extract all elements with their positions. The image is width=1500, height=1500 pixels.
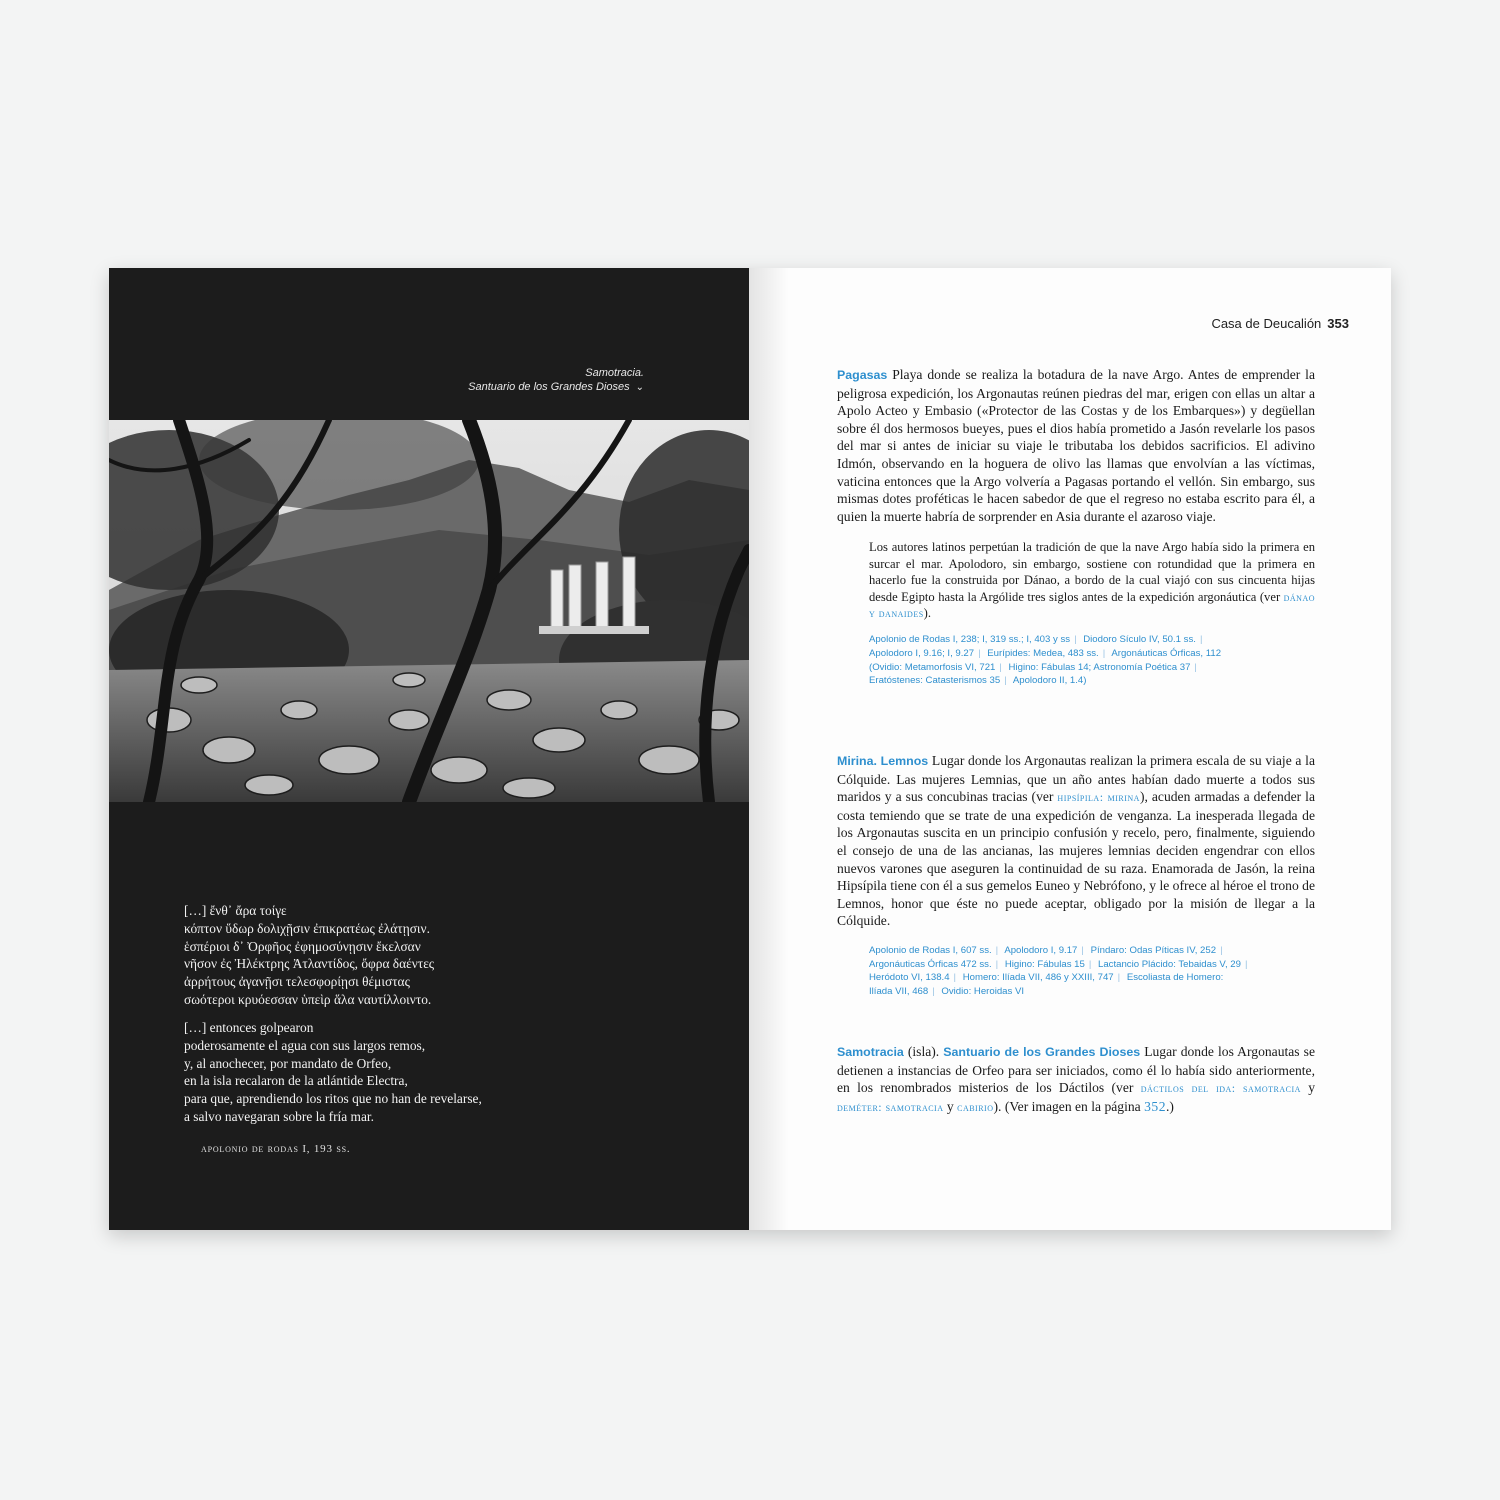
photo-caption	[468, 366, 644, 395]
entry-term: Mirina. Lemnos	[837, 754, 929, 768]
references-list: Apolonio de Rodas I, 607 ss. | Apolodoro I, 9.17 | Píndaro: Odas Píticas IV, 252 | Argonáuticas Órficas 472 ss. | Higino: Fábulas 15 | Lactancio Plácido: Tebaidas V, 29 | Heródoto VI, 138.4 | Homero: Ilíada VII, 486 y XXIII, 747 | Escoliasta de Homero: Ilíada VII, 468 | Ovidio: Heroidas VI	[869, 944, 1248, 997]
page-reference-link[interactable]: 352	[1144, 1098, 1166, 1114]
left-page	[109, 268, 749, 1230]
running-head	[1211, 316, 1349, 331]
reference: Apolonio de Rodas I, 607 ss.	[869, 944, 992, 956]
reference: Apolonio de Rodas I, 238; I, 319 ss.; I, 403 y ss	[869, 634, 1071, 646]
reference: Heródoto VI, 138.4	[869, 972, 950, 984]
entry-note: Los autores latinos perpetúan la tradición de que la nave Argo había sido la primera en surcar el mar. Apolodoro, sin embargo, sostiene con rotundidad que la primera en hacerlo fue la construida por Dánao, a bordo de la cual viajó con sus cincuenta hijas desde Egipto hasta la Argólide tres siglos antes de la expedición argonáutica (ver dánao y danaides).	[869, 540, 1315, 620]
translation-line: poderosamente el agua con sus largos remos,	[184, 1037, 426, 1053]
translation-line: […] entonces golpearon	[184, 1020, 314, 1035]
reference: Píndaro: Odas Píticas IV, 252	[1090, 944, 1217, 956]
reference: Apolodoro II, 1.4)	[1012, 675, 1087, 687]
cross-reference-link[interactable]: deméter: samotracia	[837, 1099, 944, 1114]
greek-line: ἑσπέριοι δ᾽ Ὀρφῆος ἐφημοσύνῃσιν ἔκελσαν	[184, 938, 421, 954]
translation-line: a salvo navegaran sobre la fría mar.	[184, 1108, 374, 1124]
references-list: Apolonio de Rodas I, 238; I, 319 ss.; I, 403 y ss | Diodoro Sículo IV, 50.1 ss. | Apolodoro I, 9.16; I, 9.27 | Eurípides: Medea, 483 ss. | Argonáuticas Órficas, 112 (Ovidio: Metamorfosis VI, 721 | Higino: Fábulas 14; Astronomía Poética 37 | Eratóstenes: Catasterismos 35 | Apolodoro II, 1.4)	[869, 634, 1222, 687]
reference: Ovidio: Heroidas VI	[941, 985, 1025, 997]
cross-reference-link[interactable]: dánao y danaides	[869, 589, 1315, 620]
reference: Higino: Fábulas 14; Astronomía Poética 37	[1008, 661, 1191, 673]
caption-line-2: Santuario de los Grandes Dioses	[468, 381, 630, 393]
reference: Eurípides: Medea, 483 ss.	[987, 647, 1099, 659]
reference: Homero: Ilíada VII, 486 y XXIII, 747	[962, 972, 1114, 984]
spanish-translation	[184, 1019, 482, 1126]
page-gutter-shadow	[749, 268, 789, 1230]
reference: Apolodoro I, 9.17	[1004, 944, 1078, 956]
reference: (Ovidio: Metamorfosis VI, 721	[869, 661, 996, 673]
reference: Diodoro Sículo IV, 50.1 ss.	[1083, 634, 1196, 646]
greek-line: ἀρρήτους ἀγανῇσι τελεσφορίῃσι θέμιστας	[184, 974, 410, 990]
entry-text: Playa donde se realiza la botadura de la nave Argo. Antes de emprender la peligrosa expedición, los Argonautas reúnen piedras del mar, erigen con ellas un altar a Apolo Acteo y Embasio («Protector de las Costas y de los Embarques») y degüellan sobre él dos hermosos bueyes, pues el dios había prometido a Jasón revelarle los pasos del mar si antes de iniciar su viaje le tributaba los debidos sacrificios. El adivino Idmón, observando en la hoguera de olivo las llamas que envolvían a las víctimas, vaticina entonces que la Argo volvería a Pagasas portando el vellón. Sin embargo, sus mismas dotes proféticas le hacen sabedor de que el regreso no estaba escrito para él, a quien la muerte habría de sorprender en Asia durante el azaroso viaje.	[837, 367, 1315, 524]
greek-line: νῆσον ἐς Ἠλέκτρης Ἀτλαντίδος, ὄφρα δαέντες	[184, 956, 435, 972]
entry-term: Samotracia	[837, 1045, 904, 1059]
verse-source: apolonio de rodas I, 193 ss.	[201, 1143, 351, 1155]
running-head-title: Casa de Deucalión	[1211, 316, 1322, 331]
book-spread	[109, 268, 1391, 1230]
reference: Apolodoro I, 9.16; I, 9.27	[869, 647, 975, 659]
greek-line: […] ἔνθ᾽ ἄρα τοίγε	[184, 903, 287, 918]
reference: Higino: Fábulas 15	[1004, 958, 1085, 970]
reference: Escoliasta de Homero:	[1126, 972, 1224, 984]
entry-term: Santuario de los Grandes Dioses	[943, 1045, 1141, 1059]
reference: Lactancio Plácido: Tebaidas V, 29	[1098, 958, 1241, 970]
caption-line-1: Samotracia.	[585, 367, 644, 379]
samothrace-sanctuary-photo	[109, 420, 749, 802]
entry-pagasas	[837, 366, 1315, 688]
translation-line: para que, aprendiendo los ritos que no han de revelarse,	[184, 1091, 482, 1107]
entry-term: Pagasas	[837, 368, 888, 382]
cross-reference-link[interactable]: cabirio	[957, 1099, 994, 1114]
greek-line: σωότεροι κρυόεσσαν ὑπεὶρ ἅλα ναυτίλλοιντο.	[184, 991, 432, 1007]
cross-reference-link[interactable]: dáctilos del ida: samotracia	[1140, 1081, 1301, 1096]
page-number: 353	[1327, 316, 1349, 331]
reference: Argonáuticas Órficas, 112	[1111, 647, 1222, 659]
translation-line: y, al anochecer, por mandato de Orfeo,	[184, 1055, 392, 1071]
reference: Eratóstenes: Catasterismos 35	[869, 675, 1001, 687]
greek-line: κόπτον ὕδωρ δολιχῇσιν ἐπικρατέως ἐλάτῃσιν.	[184, 920, 430, 936]
greek-verses	[184, 902, 434, 1009]
chevron-down-icon: ⌄	[635, 382, 644, 393]
entry-samotracia: Samotracia (isla). Santuario de los Grandes Dioses Lugar donde los Argonautas se detienen a instancias de Orfeo para ser iniciados, como él lo había sido anteriormente, en los renombrados misterios de los Dáctilos (ver dáctilos del ida: samotracia y deméter: samotracia y cabirio). (Ver imagen en la página 352.)	[837, 1044, 1315, 1114]
reference: Ilíada VII, 468	[869, 985, 929, 997]
right-page	[749, 268, 1391, 1230]
entry-mirina: Mirina. Lemnos Lugar donde los Argonautas realizan la primera escala de su viaje a la Cólquide. Las mujeres Lemnias, que un año antes habían dado muerte a todos sus maridos y a sus concubinas tracias (ver hipsípila: mirina), acuden armadas a defender la costa temiendo que se trate de una expedición de venganza. La inesperada llegada de los Argonautas suscita en un principio confusión y recelo, pero, finalmente, siguiendo el consejo de una de las ancianas, las mujeres lemnias deciden engendrar con ellos nuevos varones que aseguren la continuidad de su raza. Enamorada de Jasón, la reina Hipsípila tiene con él a sus gemelos Euneo y Nebrófono, y le ofrece al héroe el trono de Lemnos, honor que éste no puede aceptar, obligado por la misión de llegar a la Cólquide. Apolonio de Rodas I, 607 ss. | Apolodoro I, 9.17 | Píndaro: Odas Píticas IV, 252 | Argonáuticas Órficas 472 ss. | Higino: Fábulas 15 | Lactancio Plácido: Tebaidas V, 29 | Heródoto VI, 138.4 | Homero: Ilíada VII, 486 y XXIII, 747 | Escoliasta de Homero: Ilíada VII, 468 | Ovidio: Heroidas VI	[837, 753, 1315, 997]
cross-reference-link[interactable]: hipsípila: mirina	[1057, 790, 1140, 805]
translation-line: en la isla recalaron de la atlántide Electra,	[184, 1073, 408, 1089]
reference: Argonáuticas Órficas 472 ss.	[869, 958, 992, 970]
